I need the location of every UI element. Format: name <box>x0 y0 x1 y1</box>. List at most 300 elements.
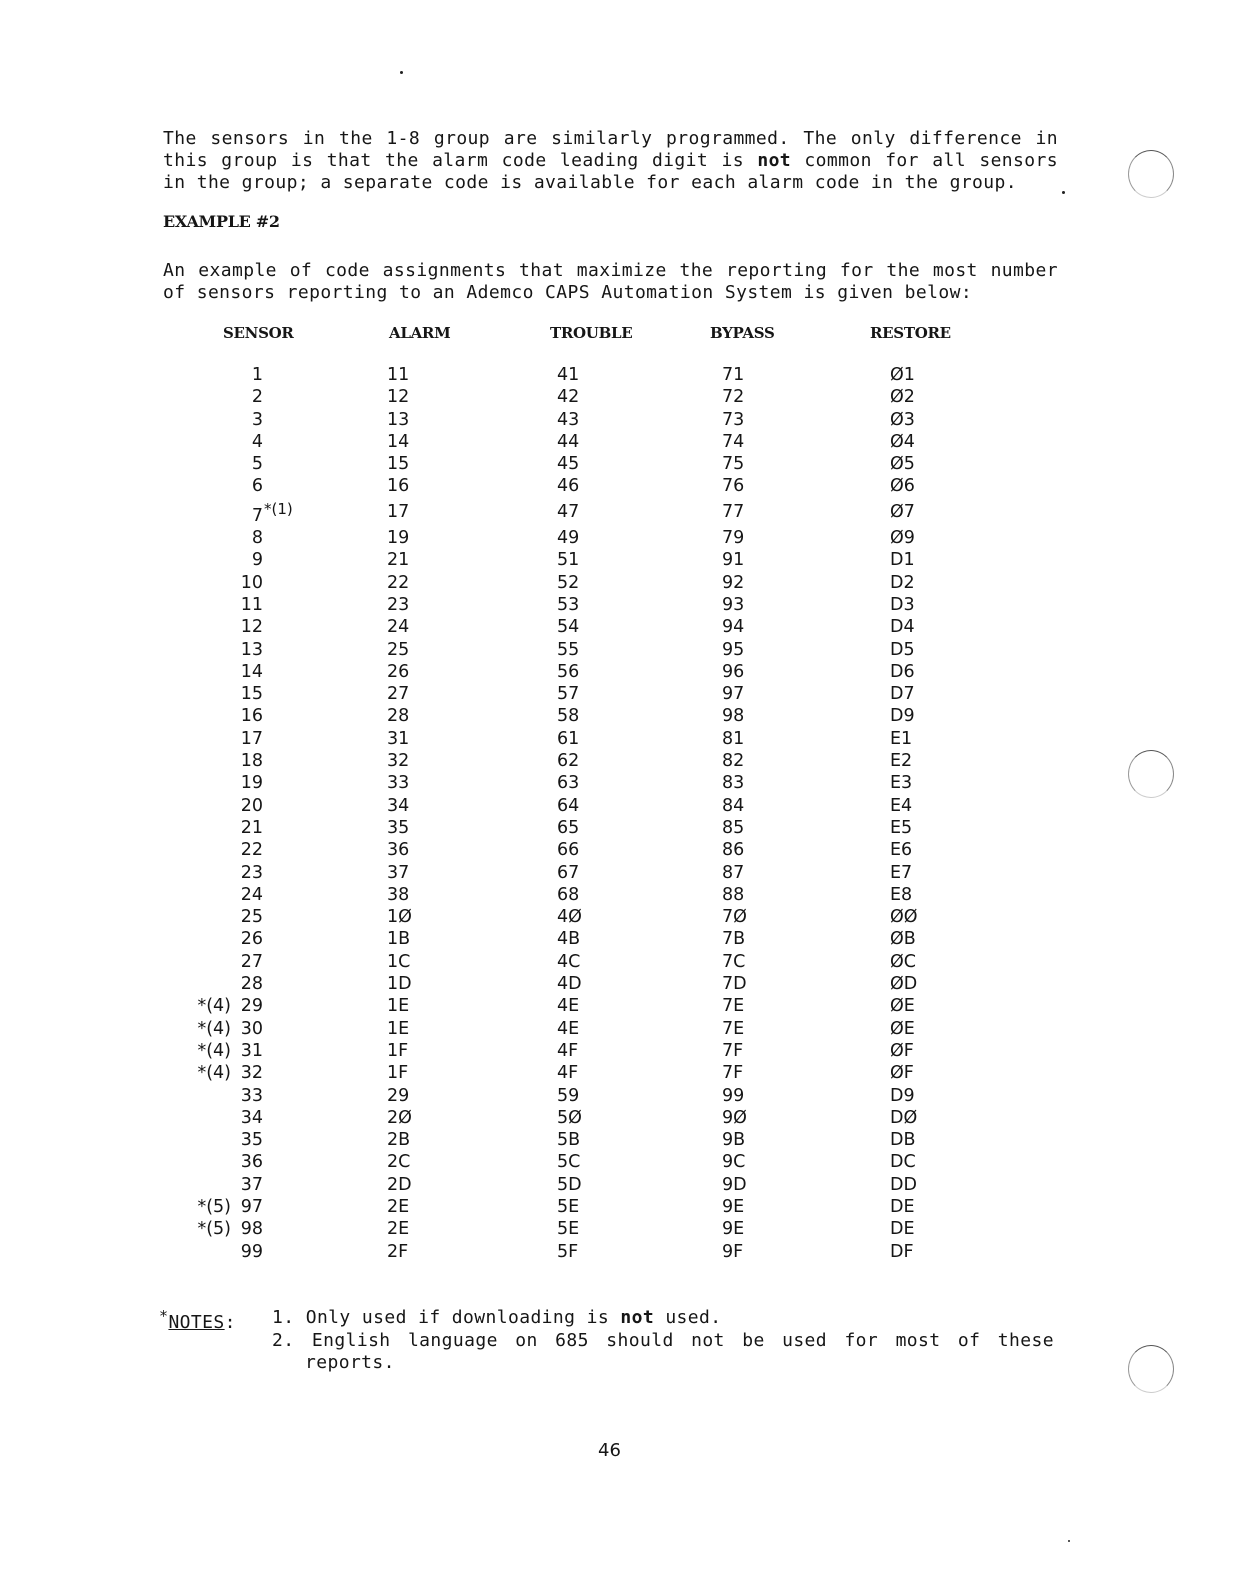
sensor-cell <box>237 409 387 431</box>
notes-star: * <box>159 1307 169 1325</box>
bypass-cell: 7E <box>722 1018 745 1039</box>
trouble-cell: 43 <box>557 409 580 430</box>
restore-cell: ØE <box>890 996 915 1017</box>
sensor-value: 3 <box>251 409 263 430</box>
trouble-cell: 52 <box>557 572 580 593</box>
table-row <box>163 795 970 817</box>
sensor-cell <box>237 1241 387 1263</box>
alarm-cell: 23 <box>387 594 410 615</box>
sensor-value: 7 <box>251 505 263 526</box>
restore-cell: D3 <box>890 594 915 615</box>
note-1-text-end: used. <box>654 1307 722 1328</box>
intro-text-start: The sensors in the 1-8 group are similarly programmed. The only difference in this group is that the alarm code leading digit is <box>163 128 1058 171</box>
bypass-cell: 9B <box>722 1130 746 1151</box>
bypass-cell: 99 <box>722 1085 745 1106</box>
sensor-value: 36 <box>240 1152 263 1173</box>
trouble-cell: 56 <box>557 661 580 682</box>
mark-cell <box>163 951 237 973</box>
notes-label-text: NOTES <box>168 1312 225 1333</box>
mark-cell <box>163 661 237 683</box>
bypass-cell: 96 <box>722 661 745 682</box>
table-row <box>163 409 970 431</box>
table-row <box>163 572 970 594</box>
trouble-cell: 5F <box>557 1241 579 1262</box>
restore-cell: DB <box>890 1130 916 1151</box>
sensor-value: 19 <box>240 773 263 794</box>
trouble-cell: 5Ø <box>557 1107 582 1128</box>
alarm-cell: 1D <box>387 974 412 995</box>
alarm-cell: 13 <box>387 409 410 430</box>
sensor-value: 28 <box>240 974 263 995</box>
sensor-cell <box>237 750 387 772</box>
trouble-cell: 68 <box>557 884 580 905</box>
alarm-cell: 17 <box>387 502 410 523</box>
trouble-cell: 57 <box>557 684 580 705</box>
alarm-cell: 2D <box>387 1174 412 1195</box>
trouble-cell: 54 <box>557 617 580 638</box>
restore-cell: ØØ <box>890 907 918 928</box>
restore-cell: DC <box>890 1152 916 1173</box>
alarm-cell: 1F <box>387 1040 409 1061</box>
trouble-cell: 4D <box>557 974 582 995</box>
sensor-cell <box>237 1196 387 1218</box>
trouble-cell: 5E <box>557 1196 580 1217</box>
bypass-cell: 9E <box>722 1219 745 1240</box>
table-row <box>163 475 970 497</box>
restore-cell: ØF <box>890 1040 914 1061</box>
restore-cell: E6 <box>890 840 913 861</box>
trouble-cell: 65 <box>557 817 580 838</box>
sensor-cell <box>237 475 387 497</box>
trouble-cell: 4E <box>557 996 580 1017</box>
restore-cell: ØF <box>890 1063 914 1084</box>
bypass-cell: 9C <box>722 1152 746 1173</box>
trouble-cell: 51 <box>557 550 580 571</box>
mark-cell <box>163 498 237 527</box>
mark-cell <box>163 549 237 571</box>
mark-cell <box>163 705 237 727</box>
bypass-cell: 7C <box>722 951 746 972</box>
mark-cell <box>163 795 237 817</box>
sensor-cell <box>237 928 387 950</box>
sensor-value: 97 <box>240 1196 263 1217</box>
table-row <box>163 1085 970 1107</box>
mark-cell <box>163 884 237 906</box>
binder-hole-top <box>1128 150 1174 198</box>
sensor-cell <box>237 1218 387 1240</box>
mark-cell <box>163 728 237 750</box>
sensor-value: 31 <box>240 1040 263 1061</box>
trouble-cell: 63 <box>557 773 580 794</box>
mark-cell <box>163 431 237 453</box>
bypass-cell: 92 <box>722 572 745 593</box>
bypass-cell: 7B <box>722 929 746 950</box>
sensor-cell <box>237 862 387 884</box>
table-row <box>163 1241 970 1263</box>
bypass-cell: 95 <box>722 639 745 660</box>
mark-cell <box>163 1151 237 1173</box>
mark-cell <box>163 1107 237 1129</box>
example-paragraph: An example of code assignments that maximize the reporting for the most number of sensors reporting to an Ademco CAPS Automation System is given below: <box>163 260 1058 303</box>
mark-cell <box>163 1241 237 1263</box>
alarm-cell: 2C <box>387 1152 411 1173</box>
sensor-value: 10 <box>240 572 263 593</box>
restore-cell: Ø2 <box>890 387 915 408</box>
alarm-cell: 11 <box>387 365 410 385</box>
sensor-cell <box>237 594 387 616</box>
sensor-value: 35 <box>240 1130 263 1151</box>
restore-cell: Ø5 <box>890 454 915 475</box>
alarm-cell: 12 <box>387 387 410 408</box>
sensor-cell <box>237 795 387 817</box>
sensor-value: 13 <box>240 639 263 660</box>
table-row <box>163 1151 970 1173</box>
sensor-value: 99 <box>240 1241 263 1262</box>
mark-cell <box>163 1129 237 1151</box>
bypass-cell: 79 <box>722 528 745 549</box>
sensor-cell <box>237 453 387 475</box>
table-row <box>163 498 970 527</box>
table-row <box>163 728 970 750</box>
table-row <box>163 1107 970 1129</box>
restore-cell: E5 <box>890 817 913 838</box>
alarm-cell: 28 <box>387 706 410 727</box>
table-body <box>163 364 970 1263</box>
restore-cell: Ø9 <box>890 528 915 549</box>
table-row <box>163 750 970 772</box>
restore-cell: Ø1 <box>890 365 915 385</box>
table-row <box>163 906 970 928</box>
alarm-cell: 37 <box>387 862 410 883</box>
table-row <box>163 1174 970 1196</box>
bypass-cell: 84 <box>722 795 745 816</box>
alarm-cell: 2B <box>387 1130 411 1151</box>
alarm-cell: 24 <box>387 617 410 638</box>
alarm-cell: 19 <box>387 528 410 549</box>
notes-label <box>158 1307 236 1333</box>
note-1-bold-word: not <box>620 1307 655 1328</box>
restore-cell: D9 <box>890 1085 915 1106</box>
bypass-cell: 7F <box>722 1040 744 1061</box>
trouble-cell: 46 <box>557 476 580 497</box>
trouble-cell: 4F <box>557 1040 579 1061</box>
bypass-cell: 7F <box>722 1063 744 1084</box>
sensor-cell <box>237 549 387 571</box>
table-row <box>163 1062 970 1084</box>
alarm-cell: 1B <box>387 929 411 950</box>
alarm-cell: 31 <box>387 728 410 749</box>
bypass-cell: 82 <box>722 751 745 772</box>
sensor-cell <box>237 728 387 750</box>
mark-cell <box>163 683 237 705</box>
sensor-cell <box>237 839 387 861</box>
header-sensor: SENSOR <box>223 324 294 342</box>
mark-cell <box>163 453 237 475</box>
table-row <box>163 1040 970 1062</box>
trouble-cell: 5E <box>557 1219 580 1240</box>
intro-bold-word: not <box>757 150 792 171</box>
bypass-cell: 71 <box>722 365 745 385</box>
sensor-value: 6 <box>251 476 263 497</box>
bypass-cell: 75 <box>722 454 745 475</box>
mark-cell: *(4) <box>197 1063 231 1084</box>
restore-cell: ØC <box>890 951 916 972</box>
sensor-value: 25 <box>240 907 263 928</box>
sensor-cell <box>237 705 387 727</box>
sensor-value: 33 <box>240 1085 263 1106</box>
restore-cell: Ø7 <box>890 502 915 523</box>
restore-cell: DF <box>890 1241 914 1262</box>
trouble-cell: 47 <box>557 502 580 523</box>
sensor-cell <box>237 498 387 527</box>
sensor-value: 30 <box>240 1018 263 1039</box>
notes-colon: : <box>224 1312 236 1333</box>
trouble-cell: 41 <box>557 365 580 385</box>
sensor-value: 5 <box>251 454 263 475</box>
bypass-cell: 97 <box>722 684 745 705</box>
sensor-cell <box>237 1085 387 1107</box>
binder-hole-middle <box>1128 750 1174 798</box>
restore-cell: ØB <box>890 929 916 950</box>
table-row <box>163 1218 970 1240</box>
alarm-cell: 34 <box>387 795 410 816</box>
alarm-cell: 15 <box>387 454 410 475</box>
table-row <box>163 1018 970 1040</box>
restore-cell: D7 <box>890 684 915 705</box>
mark-cell <box>163 527 237 549</box>
alarm-cell: 36 <box>387 840 410 861</box>
table-row <box>163 1196 970 1218</box>
bypass-cell: 7E <box>722 996 745 1017</box>
trouble-cell: 62 <box>557 751 580 772</box>
alarm-cell: 1Ø <box>387 907 412 928</box>
sensor-value: 8 <box>251 528 263 549</box>
restore-cell: DE <box>890 1196 915 1217</box>
sensor-cell <box>237 1018 387 1040</box>
mark-cell <box>163 862 237 884</box>
alarm-cell: 27 <box>387 684 410 705</box>
sensor-value: 2 <box>251 387 263 408</box>
alarm-cell: 22 <box>387 572 410 593</box>
restore-cell: E7 <box>890 862 913 883</box>
restore-cell: DØ <box>890 1107 918 1128</box>
restore-cell: E8 <box>890 884 913 905</box>
bypass-cell: 73 <box>722 409 745 430</box>
bypass-cell: 7D <box>722 974 747 995</box>
alarm-cell: 33 <box>387 773 410 794</box>
sensor-cell <box>237 527 387 549</box>
sensor-cell <box>237 772 387 794</box>
alarm-cell: 26 <box>387 661 410 682</box>
mark-cell: *(4) <box>197 1040 231 1061</box>
table-row <box>163 386 970 408</box>
sensor-value: 15 <box>240 684 263 705</box>
sensor-cell <box>237 1174 387 1196</box>
mark-cell <box>163 772 237 794</box>
header-alarm: ALARM <box>389 324 451 342</box>
bypass-cell: 81 <box>722 728 745 749</box>
sensor-value: 1 <box>251 365 263 385</box>
sensor-value: 32 <box>240 1063 263 1084</box>
bypass-cell: 72 <box>722 387 745 408</box>
mark-cell <box>163 475 237 497</box>
note-1 <box>272 1307 1054 1329</box>
page-number: 46 <box>598 1440 621 1461</box>
alarm-cell: 32 <box>387 751 410 772</box>
sensor-cell <box>237 973 387 995</box>
table-header-row <box>163 324 970 364</box>
sensor-value: 20 <box>240 795 263 816</box>
sensor-value: 14 <box>240 661 263 682</box>
sensor-footnote-mark: *(1) <box>264 499 293 518</box>
mark-cell <box>163 386 237 408</box>
sensor-cell <box>237 817 387 839</box>
trouble-cell: 4E <box>557 1018 580 1039</box>
header-restore: RESTORE <box>870 324 951 342</box>
restore-cell: DD <box>890 1174 917 1195</box>
mark-cell: *(5) <box>197 1196 231 1217</box>
sensor-value: 34 <box>240 1107 263 1128</box>
sensor-value: 24 <box>240 884 263 905</box>
bypass-cell: 93 <box>722 594 745 615</box>
table-row <box>163 705 970 727</box>
alarm-cell: 38 <box>387 884 410 905</box>
mark-cell <box>163 409 237 431</box>
bypass-cell: 87 <box>722 862 745 883</box>
alarm-cell: 1E <box>387 996 410 1017</box>
scan-speck <box>1068 1540 1070 1542</box>
trouble-cell: 44 <box>557 431 580 452</box>
trouble-cell: 45 <box>557 454 580 475</box>
mark-cell: *(5) <box>197 1219 231 1240</box>
restore-cell: E4 <box>890 795 913 816</box>
trouble-cell: 59 <box>557 1085 580 1106</box>
bypass-cell: 83 <box>722 773 745 794</box>
trouble-cell: 4Ø <box>557 907 582 928</box>
restore-cell: Ø4 <box>890 431 915 452</box>
table-row <box>163 661 970 683</box>
example-heading: EXAMPLE #2 <box>163 212 280 231</box>
trouble-cell: 5D <box>557 1174 582 1195</box>
sensor-cell <box>237 639 387 661</box>
alarm-cell: 16 <box>387 476 410 497</box>
bypass-cell: 85 <box>722 817 745 838</box>
table-row <box>163 549 970 571</box>
sensor-value: 17 <box>240 728 263 749</box>
intro-paragraph <box>163 128 1058 194</box>
mark-cell <box>163 594 237 616</box>
sensor-value: 18 <box>240 751 263 772</box>
table-row <box>163 616 970 638</box>
bypass-cell: 76 <box>722 476 745 497</box>
sensor-cell <box>237 683 387 705</box>
table-row <box>163 995 970 1017</box>
table-row <box>163 683 970 705</box>
trouble-cell: 5C <box>557 1152 581 1173</box>
sensor-value: 12 <box>240 617 263 638</box>
restore-cell: E3 <box>890 773 913 794</box>
bypass-cell: 86 <box>722 840 745 861</box>
bypass-cell: 9D <box>722 1174 747 1195</box>
restore-cell: D2 <box>890 572 915 593</box>
bypass-cell: 74 <box>722 431 745 452</box>
trouble-cell: 61 <box>557 728 580 749</box>
alarm-cell: 2E <box>387 1219 410 1240</box>
mark-cell: *(4) <box>197 996 231 1017</box>
restore-cell: D5 <box>890 639 915 660</box>
restore-cell: E1 <box>890 728 913 749</box>
sensor-cell <box>237 431 387 453</box>
alarm-cell: 1E <box>387 1018 410 1039</box>
trouble-cell: 53 <box>557 594 580 615</box>
sensor-cell <box>237 364 387 386</box>
trouble-cell: 67 <box>557 862 580 883</box>
mark-cell <box>163 572 237 594</box>
trouble-cell: 42 <box>557 387 580 408</box>
restore-cell: D4 <box>890 617 915 638</box>
restore-cell: Ø6 <box>890 476 915 497</box>
trouble-cell: 4F <box>557 1063 579 1084</box>
sensor-cell <box>237 386 387 408</box>
table-row <box>163 594 970 616</box>
alarm-cell: 2Ø <box>387 1107 412 1128</box>
sensor-value: 37 <box>240 1174 263 1195</box>
alarm-cell: 14 <box>387 431 410 452</box>
sensor-value: 16 <box>240 706 263 727</box>
header-trouble: TROUBLE <box>550 324 633 342</box>
binder-hole-bottom <box>1128 1345 1174 1393</box>
sensor-value: 98 <box>240 1219 263 1240</box>
table-row <box>163 817 970 839</box>
alarm-cell: 1F <box>387 1063 409 1084</box>
trouble-cell: 4C <box>557 951 581 972</box>
sensor-value: 26 <box>240 929 263 950</box>
trouble-cell: 66 <box>557 840 580 861</box>
table-row <box>163 839 970 861</box>
sensor-value: 11 <box>240 594 263 615</box>
sensor-cell <box>237 572 387 594</box>
table-row <box>163 431 970 453</box>
table-row <box>163 639 970 661</box>
alarm-cell: 35 <box>387 817 410 838</box>
sensor-cell <box>237 1040 387 1062</box>
mark-cell <box>163 928 237 950</box>
mark-cell: *(4) <box>197 1018 231 1039</box>
mark-cell <box>163 750 237 772</box>
alarm-cell: 1C <box>387 951 411 972</box>
restore-cell: D6 <box>890 661 915 682</box>
table-row <box>163 862 970 884</box>
mark-cell <box>163 839 237 861</box>
table-row <box>163 973 970 995</box>
sensor-cell <box>237 1129 387 1151</box>
bypass-cell: 98 <box>722 706 745 727</box>
trouble-cell: 64 <box>557 795 580 816</box>
sensor-cell <box>237 1107 387 1129</box>
table-row <box>163 1129 970 1151</box>
table-row <box>163 884 970 906</box>
table-row <box>163 527 970 549</box>
bypass-cell: 9F <box>722 1241 744 1262</box>
alarm-cell: 2F <box>387 1241 409 1262</box>
header-bypass: BYPASS <box>710 324 775 342</box>
restore-cell: D9 <box>890 706 915 727</box>
sensor-cell <box>237 1062 387 1084</box>
alarm-cell: 21 <box>387 550 410 571</box>
table-row <box>163 928 970 950</box>
bypass-cell: 9E <box>722 1196 745 1217</box>
alarm-cell: 2E <box>387 1196 410 1217</box>
